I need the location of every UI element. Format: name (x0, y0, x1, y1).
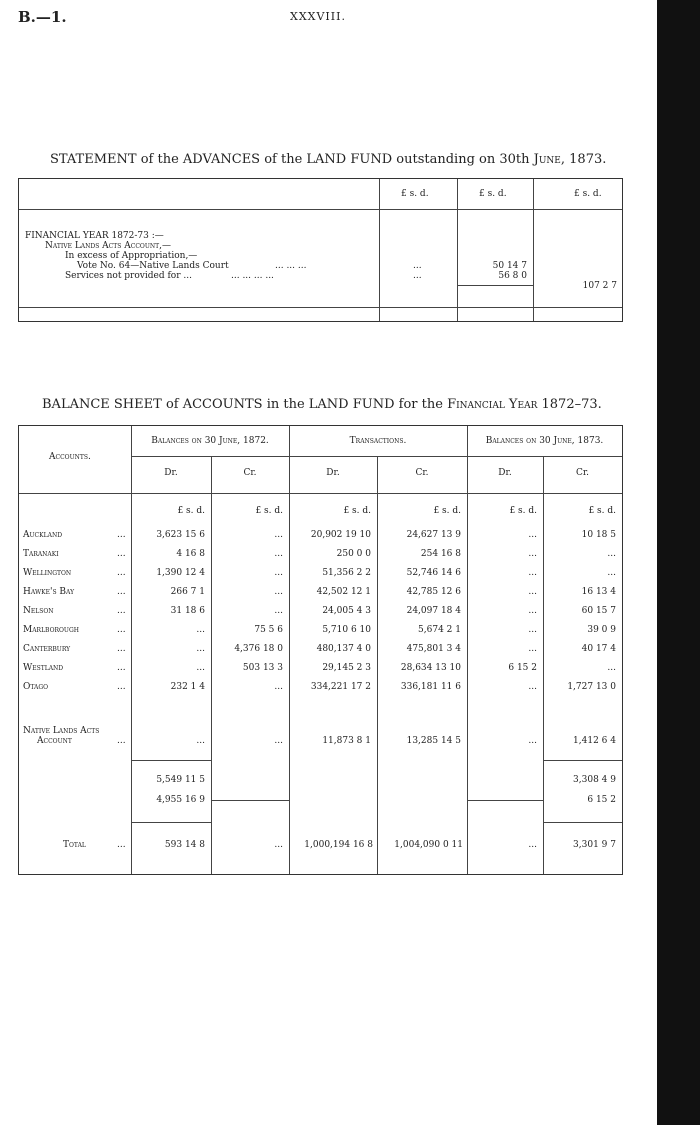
leader-dots: ... (117, 663, 126, 673)
stmt-header-rule (19, 209, 622, 210)
balance-title-rest: of ACCOUNTS in the LAND FUND for the (165, 397, 443, 412)
bs-total-cell: 1,000,194 16 8 (304, 840, 373, 850)
leader-dots: ... (117, 625, 126, 635)
bs-unit-label: £ s. d. (343, 506, 371, 516)
stmt-total-value: 107 2 7 (582, 281, 617, 291)
statement-title (50, 152, 606, 167)
bs-native-cell: ... (274, 736, 283, 746)
leader-dots: ... (117, 568, 126, 578)
bs-group-header-1872: Balances on 30 June, 1872. (151, 436, 269, 446)
table-cell: ... (528, 549, 537, 559)
leader-dots: ... (117, 644, 126, 654)
table-cell: 24,005 4 3 (322, 606, 371, 616)
bs-total-rule (131, 822, 211, 823)
table-cell: ... (196, 663, 205, 673)
bs-total-cell: 593 14 8 (164, 840, 205, 850)
table-cell: 24,097 18 4 (406, 606, 461, 616)
table-cell: ... (607, 549, 616, 559)
table-cell: 60 15 7 (581, 606, 616, 616)
table-cell: ... (274, 682, 283, 692)
bs-group-header-1873: Balances on 30 June, 1873. (485, 436, 604, 446)
table-cell: 10 18 5 (581, 530, 616, 540)
account-name: Nelson (23, 606, 54, 616)
bs-native-name-1: Native Lands Acts (23, 726, 100, 736)
page-number: XXXVIII. (290, 10, 346, 23)
bs-native-cell: ... (196, 736, 205, 746)
table-cell: ... (607, 568, 616, 578)
account-name: Auckland (23, 530, 63, 540)
bs-subtotal-rule (467, 800, 543, 801)
bs-subtotal-value: 5,549 11 5 (156, 775, 205, 785)
bs-total-cell: ... (528, 840, 537, 850)
bs-unit-label: £ s. d. (588, 506, 616, 516)
leader-dots: ... (117, 530, 126, 540)
stmt-currency-header: £ s. d. (574, 189, 602, 199)
table-cell: 5,710 6 10 (322, 625, 371, 635)
balance-sheet-table (18, 425, 623, 875)
stmt-col-divider-2 (457, 179, 458, 321)
stmt-currency-header: £ s. d. (401, 189, 429, 199)
account-name: Westland (23, 663, 64, 673)
stmt-col2-value: 50 14 7 (492, 261, 527, 271)
bs-subtotal-rule (543, 760, 622, 761)
stmt-bottom-rule (19, 307, 622, 308)
table-cell: 51,356 2 2 (322, 568, 371, 578)
stmt-col1-value: ... (413, 271, 422, 281)
stmt-leader-dots: ... ... ... ... (231, 271, 274, 281)
account-name: Taranaki (23, 549, 59, 559)
statement-title-month: June, (533, 152, 566, 167)
bs-total-cell: ... (274, 840, 283, 850)
page-ref: B.—1. (18, 8, 67, 26)
account-name: Canterbury (23, 644, 71, 654)
bs-subtotal-value: 6 15 2 (587, 795, 616, 805)
table-cell: ... (528, 682, 537, 692)
bs-native-cell: 11,873 8 1 (322, 736, 371, 746)
bs-group-rule (131, 456, 622, 457)
balance-title-year: 1872–73. (541, 397, 602, 412)
bs-unit-label: £ s. d. (255, 506, 283, 516)
table-cell: 28,634 13 10 (400, 663, 461, 673)
leader-dots: ... (117, 549, 126, 559)
table-cell: 39 0 9 (587, 625, 616, 635)
table-cell: 4 16 8 (176, 549, 205, 559)
bs-sub-header: Cr. (243, 468, 257, 478)
table-cell: 16 13 4 (581, 587, 616, 597)
table-cell: 4,376 18 0 (234, 644, 283, 654)
bs-native-cell: 13,285 14 5 (406, 736, 461, 746)
table-cell: 232 1 4 (170, 682, 205, 692)
leader-dots: ... (117, 682, 126, 692)
table-cell: 52,746 14 6 (406, 568, 461, 578)
account-name: Otago (23, 682, 49, 692)
table-cell: 480,137 4 0 (316, 644, 371, 654)
balance-title (42, 397, 602, 412)
bs-subtotal-rule (131, 760, 211, 761)
scan-edge-bar (657, 0, 700, 1125)
table-cell: ... (196, 644, 205, 654)
leader-dots: ... (117, 587, 126, 597)
bs-native-cell: ... (528, 736, 537, 746)
bs-subtotal-value: 3,308 4 9 (573, 775, 616, 785)
table-cell: ... (274, 587, 283, 597)
balance-title-caps: BALANCE SHEET (42, 397, 162, 412)
table-cell: 1,390 12 4 (156, 568, 205, 578)
bs-subtotal-rule (211, 800, 289, 801)
table-cell: 20,902 19 10 (310, 530, 371, 540)
stmt-currency-header: £ s. d. (479, 189, 507, 199)
stmt-col-divider-1 (379, 179, 380, 321)
stmt-line-services: Services not provided for ... (65, 271, 192, 281)
table-cell: 42,502 12 1 (316, 587, 371, 597)
table-cell: ... (528, 606, 537, 616)
table-cell: 334,221 17 2 (310, 682, 371, 692)
table-cell: ... (274, 530, 283, 540)
table-cell: ... (528, 587, 537, 597)
stmt-line-native-lands: Native Lands Acts Account,— (45, 241, 171, 251)
table-cell: 336,181 11 6 (400, 682, 461, 692)
bs-sub-header: Dr. (498, 468, 512, 478)
stmt-leader-dots: ... ... ... (275, 261, 307, 271)
table-cell: 24,627 13 9 (406, 530, 461, 540)
table-cell: 475,801 3 4 (406, 644, 461, 654)
table-cell: 29,145 2 3 (322, 663, 371, 673)
table-cell: 3,623 15 6 (156, 530, 205, 540)
bs-total-cell: 1,004,090 0 11 (394, 840, 463, 850)
table-cell: ... (607, 663, 616, 673)
table-cell: 1,727 13 0 (567, 682, 616, 692)
bs-total-cell: 3,301 9 7 (573, 840, 616, 850)
table-cell: ... (274, 568, 283, 578)
bs-accounts-header: Accounts. (49, 452, 91, 462)
table-cell: ... (528, 568, 537, 578)
account-name: Hawke's Bay (23, 587, 75, 597)
table-cell: ... (528, 625, 537, 635)
bs-sub-header: Dr. (326, 468, 340, 478)
table-cell: 254 16 8 (420, 549, 461, 559)
table-cell: ... (528, 530, 537, 540)
table-cell: 250 0 0 (336, 549, 371, 559)
account-name: Marlborough (23, 625, 80, 635)
statement-title-year: 1873. (569, 152, 607, 167)
bs-total-dots: ... (117, 840, 126, 850)
bs-subtotal-value: 4,955 16 9 (156, 795, 205, 805)
bs-group-header-transactions: Transactions. (349, 436, 407, 446)
bs-native-dots: ... (117, 736, 126, 746)
stmt-line-financial-year: FINANCIAL YEAR 1872-73 :— (25, 231, 164, 241)
table-cell: 40 17 4 (581, 644, 616, 654)
bs-native-name-2: Account (37, 736, 72, 746)
statement-title-rest: of the ADVANCES of the LAND FUND outstanding on 30th (140, 152, 530, 167)
stmt-col1-value: ... (413, 261, 422, 271)
stmt-line-excess: In excess of Appropriation,— (65, 251, 198, 261)
table-cell: 31 18 6 (170, 606, 205, 616)
stmt-line-vote: Vote No. 64—Native Lands Court (77, 261, 229, 271)
bs-unit-label: £ s. d. (509, 506, 537, 516)
table-cell: ... (196, 625, 205, 635)
bs-header-rule (19, 493, 622, 494)
bs-native-cell: 1,412 6 4 (573, 736, 616, 746)
bs-unit-label: £ s. d. (177, 506, 205, 516)
stmt-col-divider-3 (533, 179, 534, 321)
table-cell: 5,674 2 1 (418, 625, 461, 635)
statement-table (18, 178, 623, 322)
stmt-sum-rule (457, 285, 533, 286)
balance-title-fy: Financial Year (447, 397, 538, 412)
table-cell: ... (528, 644, 537, 654)
bs-sub-header: Dr. (164, 468, 178, 478)
table-cell: 42,785 12 6 (406, 587, 461, 597)
bs-sub-header: Cr. (575, 468, 590, 478)
bs-total-label: Total (63, 840, 86, 850)
bs-total-rule (543, 822, 622, 823)
bs-unit-label: £ s. d. (433, 506, 461, 516)
account-name: Wellington (23, 568, 72, 578)
stmt-col2-value: 56 8 0 (498, 271, 527, 281)
table-cell: 75 5 6 (254, 625, 283, 635)
table-cell: 503 13 3 (242, 663, 283, 673)
bs-sub-header: Cr. (415, 468, 429, 478)
table-cell: ... (274, 606, 283, 616)
table-cell: 6 15 2 (508, 663, 537, 673)
table-cell: 266 7 1 (170, 587, 205, 597)
table-cell: ... (274, 549, 283, 559)
leader-dots: ... (117, 606, 126, 616)
statement-title-caps: STATEMENT (50, 152, 137, 167)
